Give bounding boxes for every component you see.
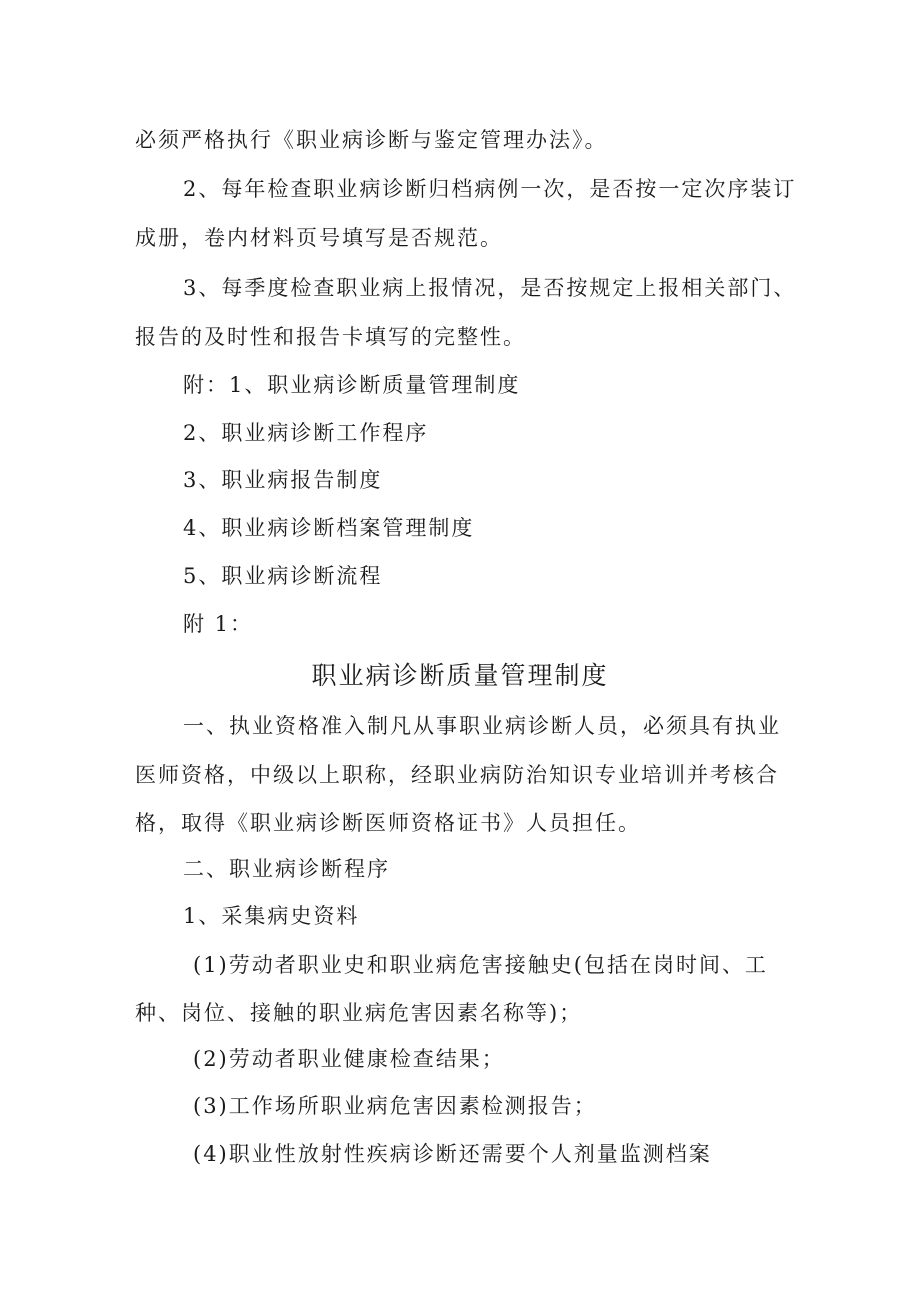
paragraph-line: 报告的及时性和报告卡填写的完整性。 [135,325,526,349]
section-title: 职业病诊断质量管理制度 [311,661,609,690]
subsection-heading: 1、采集病史资料 [183,904,360,928]
section-heading: 二、职业病诊断程序 [183,857,390,881]
appendix-list-item: 5、职业病诊断流程 [183,564,383,588]
appendix-list-item: 附：1、职业病诊断质量管理制度 [183,373,521,397]
paragraph-line: (1)劳动者职业史和职业病危害接触史(包括在岗时间、工 [193,953,768,977]
paragraph-line: 必须严格执行《职业病诊断与鉴定管理办法》。 [135,128,608,152]
paragraph-line: (3)工作场所职业病危害因素检测报告； [193,1094,597,1118]
paragraph-line: 成册，卷内材料页号填写是否规范。 [135,226,503,250]
paragraph-line: (2)劳动者职业健康检查结果； [193,1047,505,1071]
paragraph-line: (4)职业性放射性疾病诊断还需要个人剂量监测档案 [193,1142,712,1166]
paragraph-line: 2、每年检查职业病诊断归档病例一次，是否按一定次序装订 [183,177,797,201]
appendix-list-item: 4、职业病诊断档案管理制度 [183,516,475,540]
appendix-list-item: 3、职业病报告制度 [183,468,383,492]
paragraph-line: 种、岗位、接触的职业病危害因素名称等)； [135,1001,583,1025]
paragraph-line: 一、执业资格准入制凡从事职业病诊断人员，必须具有执业 [183,714,781,738]
appendix-list-item: 2、职业病诊断工作程序 [183,421,429,445]
paragraph-line: 3、每季度检查职业病上报情况，是否按规定上报相关部门、 [183,276,797,300]
paragraph-line: 格，取得《职业病诊断医师资格证书》人员担任。 [135,811,641,835]
paragraph-line: 医师资格，中级以上职称，经职业病防治知识专业培训并考核合 [135,763,779,787]
appendix-label: 附 1： [183,612,254,636]
